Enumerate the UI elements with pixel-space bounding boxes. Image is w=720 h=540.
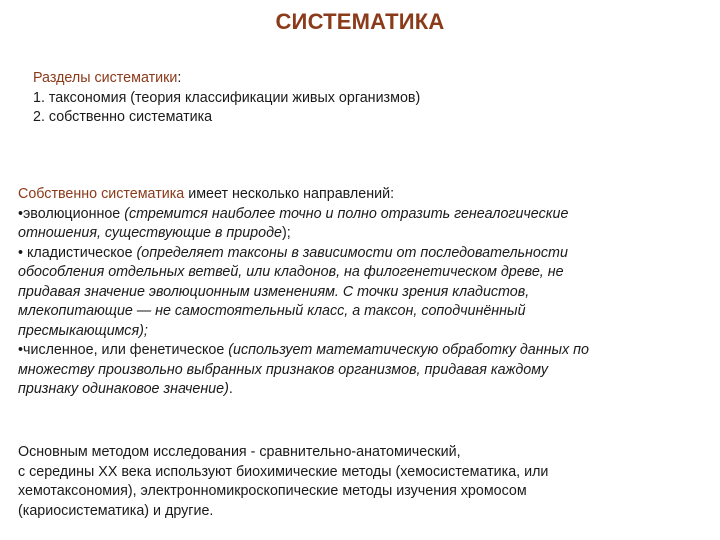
- directions-intro: [18, 185, 704, 205]
- evolutionary-desc-2-tail: );: [281, 225, 291, 241]
- methods-block: [18, 443, 704, 521]
- sections-heading-line: [33, 69, 693, 89]
- evolutionary-line-1: [18, 205, 704, 225]
- sections-heading: Разделы систематики: [33, 70, 178, 86]
- phenetic-label: •численное, или фенетическое: [18, 342, 229, 358]
- cladistic-line-4: млекопитающие — не самостоятельный класс, а таксон, соподчинённый: [18, 303, 526, 319]
- cladistic-line-2: обособления отдельных ветвей, или кладонов, на филогенетическом древе, не: [18, 264, 564, 280]
- methods-line-2: с середины XX века используют биохимические методы (хемосистематика, или: [18, 463, 549, 480]
- methods-line-4: (кариосистематика) и другие.: [18, 502, 214, 519]
- sections-block: [33, 69, 693, 128]
- sections-item-1: 1. таксономия (теория классификации живых организмов): [33, 89, 421, 106]
- cladistic-line-5: пресмыкающимся);: [18, 322, 148, 339]
- evolutionary-label: •эволюционное: [18, 205, 125, 222]
- phenetic-desc-1: (использует математическую обработку данных по: [228, 342, 589, 358]
- methods-line-3: хемотаксономия), электронномикроскопические методы изучения хромосом: [18, 483, 527, 499]
- phenetic-line-1: [18, 341, 704, 361]
- cladistic-desc-1: (определяет таксоны в зависимости от последовательности: [136, 244, 568, 261]
- evolutionary-line-2: [18, 224, 704, 244]
- directions-intro-rest: имеет несколько направлений:: [184, 186, 395, 202]
- evolutionary-desc-2: отношения, существующие в природе: [18, 225, 282, 241]
- cladistic-line-3: придавая значение эволюционным изменениям. С точки зрения кладистов,: [18, 283, 530, 300]
- methods-line-1: Основным методом исследования - сравнительно-анатомический,: [18, 444, 461, 460]
- evolutionary-desc-1: (стремится наиболее точно и полно отразить генеалогические: [124, 205, 569, 222]
- phenetic-line-2: множеству произвольно выбранных признаков организмов, придавая каждому: [18, 361, 549, 378]
- phenetic-desc-3-tail: .: [228, 381, 233, 397]
- cladistic-label: • кладистическое: [18, 244, 137, 261]
- sections-item-2: 2. собственно систематика: [33, 109, 213, 125]
- slide-title: СИСТЕМАТИКА: [275, 9, 445, 34]
- directions-intro-term: Собственно систематика: [18, 186, 185, 202]
- phenetic-desc-3: признаку одинаковое значение): [18, 381, 229, 397]
- phenetic-line-3: [18, 380, 704, 400]
- sections-heading-colon: :: [177, 70, 182, 86]
- directions-block: [18, 185, 704, 400]
- cladistic-line-1: [18, 244, 704, 264]
